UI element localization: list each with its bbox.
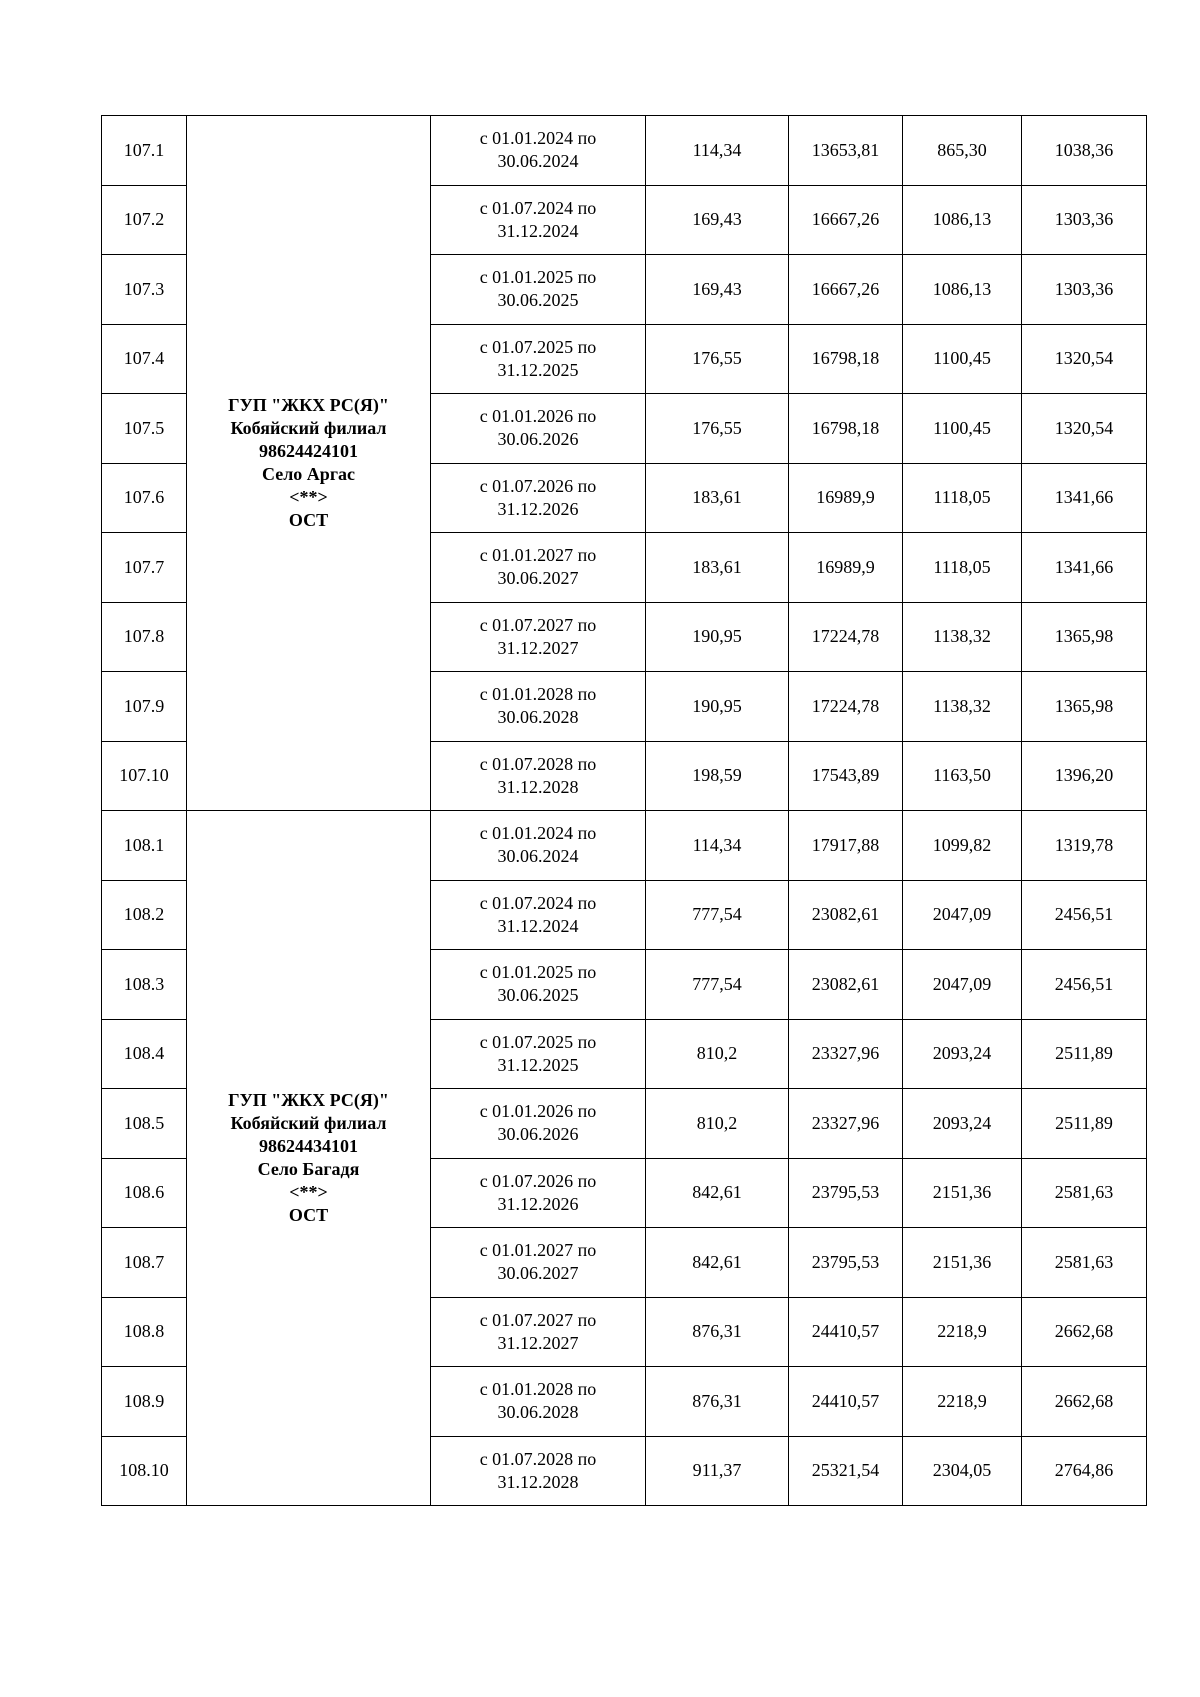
period-from: с 01.07.2028 по <box>479 753 597 774</box>
value-cell-2: 23082,61 <box>789 880 903 950</box>
value-cell-3: 2093,24 <box>903 1019 1022 1089</box>
value-cell-2: 23082,61 <box>789 950 903 1020</box>
value-cell-3: 2093,24 <box>903 1089 1022 1159</box>
value-cell-4: 2511,89 <box>1022 1019 1147 1089</box>
value-cell-3: 1118,05 <box>903 533 1022 603</box>
value-cell-1: 183,61 <box>646 533 789 603</box>
value-cell-1: 176,55 <box>646 324 789 394</box>
organization-code: 98624434101 <box>259 1136 358 1156</box>
organization-cell <box>187 811 431 1506</box>
value-cell-3: 2304,05 <box>903 1436 1022 1506</box>
row-number-cell: 107.10 <box>102 741 187 811</box>
period-cell <box>431 880 646 950</box>
period-from: с 01.01.2024 по <box>479 128 597 149</box>
row-number-cell: 108.8 <box>102 1297 187 1367</box>
period-to: 30.06.2026 <box>497 429 579 450</box>
period-cell <box>431 950 646 1020</box>
value-cell-3: 2047,09 <box>903 950 1022 1020</box>
value-cell-2: 16667,26 <box>789 185 903 255</box>
period-to: 30.06.2024 <box>497 151 579 172</box>
period-from: с 01.01.2027 по <box>479 545 597 566</box>
value-cell-2: 23327,96 <box>789 1019 903 1089</box>
row-number-cell: 108.2 <box>102 880 187 950</box>
value-cell-3: 2218,9 <box>903 1297 1022 1367</box>
period-to: 31.12.2027 <box>497 637 579 658</box>
period-cell <box>431 1019 646 1089</box>
row-number-cell: 107.3 <box>102 255 187 325</box>
period-to: 31.12.2025 <box>497 359 579 380</box>
period-from: с 01.07.2024 по <box>479 197 597 218</box>
value-cell-4: 2456,51 <box>1022 950 1147 1020</box>
period-from: с 01.01.2025 по <box>479 267 597 288</box>
value-cell-3: 1118,05 <box>903 463 1022 533</box>
value-cell-3: 1086,13 <box>903 185 1022 255</box>
value-cell-3: 2151,36 <box>903 1158 1022 1228</box>
value-cell-1: 842,61 <box>646 1228 789 1298</box>
period-cell <box>431 533 646 603</box>
period-from: с 01.07.2026 по <box>479 1170 597 1191</box>
organization-name: ГУП "ЖКХ РС(Я)" <box>228 1090 389 1110</box>
organization-branch: Кобяйский филиал <box>230 418 387 438</box>
value-cell-2: 17224,78 <box>789 602 903 672</box>
value-cell-4: 2581,63 <box>1022 1158 1147 1228</box>
value-cell-1: 810,2 <box>646 1089 789 1159</box>
value-cell-1: 876,31 <box>646 1297 789 1367</box>
period-to: 31.12.2024 <box>497 220 579 241</box>
period-cell <box>431 1297 646 1367</box>
row-number-cell: 108.4 <box>102 1019 187 1089</box>
value-cell-2: 17543,89 <box>789 741 903 811</box>
value-cell-3: 2218,9 <box>903 1367 1022 1437</box>
value-cell-4: 1303,36 <box>1022 185 1147 255</box>
row-number-cell: 107.6 <box>102 463 187 533</box>
value-cell-3: 1100,45 <box>903 324 1022 394</box>
value-cell-3: 2047,09 <box>903 880 1022 950</box>
value-cell-1: 176,55 <box>646 394 789 464</box>
value-cell-4: 1365,98 <box>1022 672 1147 742</box>
period-to: 30.06.2026 <box>497 1124 579 1145</box>
value-cell-2: 23795,53 <box>789 1158 903 1228</box>
row-number-cell: 108.3 <box>102 950 187 1020</box>
tariff-table-body <box>102 116 1147 1506</box>
period-from: с 01.01.2027 по <box>479 1240 597 1261</box>
period-from: с 01.01.2028 по <box>479 1379 597 1400</box>
organization-cell <box>187 116 431 811</box>
value-cell-1: 183,61 <box>646 463 789 533</box>
period-cell <box>431 741 646 811</box>
value-cell-2: 23327,96 <box>789 1089 903 1159</box>
period-cell <box>431 1367 646 1437</box>
value-cell-1: 190,95 <box>646 602 789 672</box>
row-number-cell: 108.10 <box>102 1436 187 1506</box>
value-cell-3: 865,30 <box>903 116 1022 186</box>
value-cell-3: 1163,50 <box>903 741 1022 811</box>
period-from: с 01.01.2024 по <box>479 823 597 844</box>
period-cell <box>431 672 646 742</box>
organization-type: ОСТ <box>288 1205 329 1225</box>
period-to: 31.12.2026 <box>497 1193 579 1214</box>
row-number-cell: 108.5 <box>102 1089 187 1159</box>
value-cell-4: 1396,20 <box>1022 741 1147 811</box>
row-number-cell: 107.9 <box>102 672 187 742</box>
period-to: 31.12.2024 <box>497 915 579 936</box>
period-cell <box>431 324 646 394</box>
row-number-cell: 107.5 <box>102 394 187 464</box>
period-cell <box>431 1436 646 1506</box>
row-number-cell: 107.7 <box>102 533 187 603</box>
period-from: с 01.01.2025 по <box>479 962 597 983</box>
period-to: 30.06.2025 <box>497 985 579 1006</box>
organization-note: <**> <box>289 1182 328 1202</box>
value-cell-1: 198,59 <box>646 741 789 811</box>
tariff-table <box>101 115 1147 1506</box>
period-from: с 01.07.2025 по <box>479 1031 597 1052</box>
organization-branch: Кобяйский филиал <box>230 1113 387 1133</box>
value-cell-4: 1341,66 <box>1022 463 1147 533</box>
period-to: 30.06.2025 <box>497 290 579 311</box>
period-cell <box>431 602 646 672</box>
value-cell-2: 16989,9 <box>789 533 903 603</box>
value-cell-2: 17224,78 <box>789 672 903 742</box>
period-to: 31.12.2027 <box>497 1332 579 1353</box>
table-row <box>102 811 1147 881</box>
value-cell-3: 2151,36 <box>903 1228 1022 1298</box>
value-cell-2: 13653,81 <box>789 116 903 186</box>
value-cell-2: 16989,9 <box>789 463 903 533</box>
value-cell-1: 876,31 <box>646 1367 789 1437</box>
row-number-cell: 108.1 <box>102 811 187 881</box>
period-from: с 01.07.2027 по <box>479 614 597 635</box>
value-cell-2: 24410,57 <box>789 1367 903 1437</box>
period-cell <box>431 463 646 533</box>
period-to: 31.12.2025 <box>497 1054 579 1075</box>
period-cell <box>431 255 646 325</box>
value-cell-1: 169,43 <box>646 255 789 325</box>
row-number-cell: 108.6 <box>102 1158 187 1228</box>
period-cell <box>431 394 646 464</box>
period-from: с 01.07.2026 по <box>479 475 597 496</box>
value-cell-1: 911,37 <box>646 1436 789 1506</box>
value-cell-4: 1038,36 <box>1022 116 1147 186</box>
row-number-cell: 108.9 <box>102 1367 187 1437</box>
value-cell-1: 114,34 <box>646 811 789 881</box>
value-cell-4: 2511,89 <box>1022 1089 1147 1159</box>
row-number-cell: 107.1 <box>102 116 187 186</box>
period-to: 30.06.2028 <box>497 707 579 728</box>
period-from: с 01.07.2028 по <box>479 1448 597 1469</box>
value-cell-4: 2581,63 <box>1022 1228 1147 1298</box>
value-cell-4: 1365,98 <box>1022 602 1147 672</box>
value-cell-3: 1138,32 <box>903 672 1022 742</box>
value-cell-4: 1303,36 <box>1022 255 1147 325</box>
value-cell-4: 1341,66 <box>1022 533 1147 603</box>
period-from: с 01.07.2025 по <box>479 336 597 357</box>
row-number-cell: 108.7 <box>102 1228 187 1298</box>
period-from: с 01.07.2027 по <box>479 1309 597 1330</box>
value-cell-4: 2456,51 <box>1022 880 1147 950</box>
value-cell-4: 2764,86 <box>1022 1436 1147 1506</box>
value-cell-2: 16798,18 <box>789 324 903 394</box>
organization-note: <**> <box>289 487 328 507</box>
period-cell <box>431 1158 646 1228</box>
value-cell-1: 190,95 <box>646 672 789 742</box>
value-cell-2: 16667,26 <box>789 255 903 325</box>
row-number-cell: 107.2 <box>102 185 187 255</box>
period-to: 30.06.2027 <box>497 1263 579 1284</box>
value-cell-2: 25321,54 <box>789 1436 903 1506</box>
period-to: 31.12.2028 <box>497 776 579 797</box>
period-from: с 01.01.2028 по <box>479 684 597 705</box>
value-cell-4: 2662,68 <box>1022 1367 1147 1437</box>
row-number-cell: 107.8 <box>102 602 187 672</box>
value-cell-1: 842,61 <box>646 1158 789 1228</box>
value-cell-4: 1320,54 <box>1022 324 1147 394</box>
period-from: с 01.07.2024 по <box>479 892 597 913</box>
period-to: 30.06.2027 <box>497 568 579 589</box>
period-to: 31.12.2028 <box>497 1471 579 1492</box>
value-cell-4: 2662,68 <box>1022 1297 1147 1367</box>
period-cell <box>431 811 646 881</box>
period-cell <box>431 185 646 255</box>
period-cell <box>431 1228 646 1298</box>
organization-locality: Село Аргас <box>262 464 355 484</box>
period-to: 30.06.2024 <box>497 846 579 867</box>
value-cell-3: 1138,32 <box>903 602 1022 672</box>
row-number-cell: 107.4 <box>102 324 187 394</box>
value-cell-4: 1320,54 <box>1022 394 1147 464</box>
value-cell-3: 1100,45 <box>903 394 1022 464</box>
value-cell-2: 17917,88 <box>789 811 903 881</box>
value-cell-3: 1099,82 <box>903 811 1022 881</box>
value-cell-4: 1319,78 <box>1022 811 1147 881</box>
organization-locality: Село Багадя <box>257 1159 360 1179</box>
value-cell-1: 114,34 <box>646 116 789 186</box>
organization-code: 98624424101 <box>259 441 358 461</box>
period-to: 30.06.2028 <box>497 1402 579 1423</box>
value-cell-2: 24410,57 <box>789 1297 903 1367</box>
period-cell <box>431 1089 646 1159</box>
value-cell-1: 777,54 <box>646 950 789 1020</box>
period-from: с 01.01.2026 по <box>479 1101 597 1122</box>
table-row <box>102 116 1147 186</box>
value-cell-2: 16798,18 <box>789 394 903 464</box>
value-cell-2: 23795,53 <box>789 1228 903 1298</box>
organization-name: ГУП "ЖКХ РС(Я)" <box>228 395 389 415</box>
period-to: 31.12.2026 <box>497 498 579 519</box>
value-cell-1: 810,2 <box>646 1019 789 1089</box>
value-cell-1: 169,43 <box>646 185 789 255</box>
value-cell-1: 777,54 <box>646 880 789 950</box>
period-from: с 01.01.2026 по <box>479 406 597 427</box>
organization-type: ОСТ <box>288 510 329 530</box>
period-cell <box>431 116 646 186</box>
value-cell-3: 1086,13 <box>903 255 1022 325</box>
